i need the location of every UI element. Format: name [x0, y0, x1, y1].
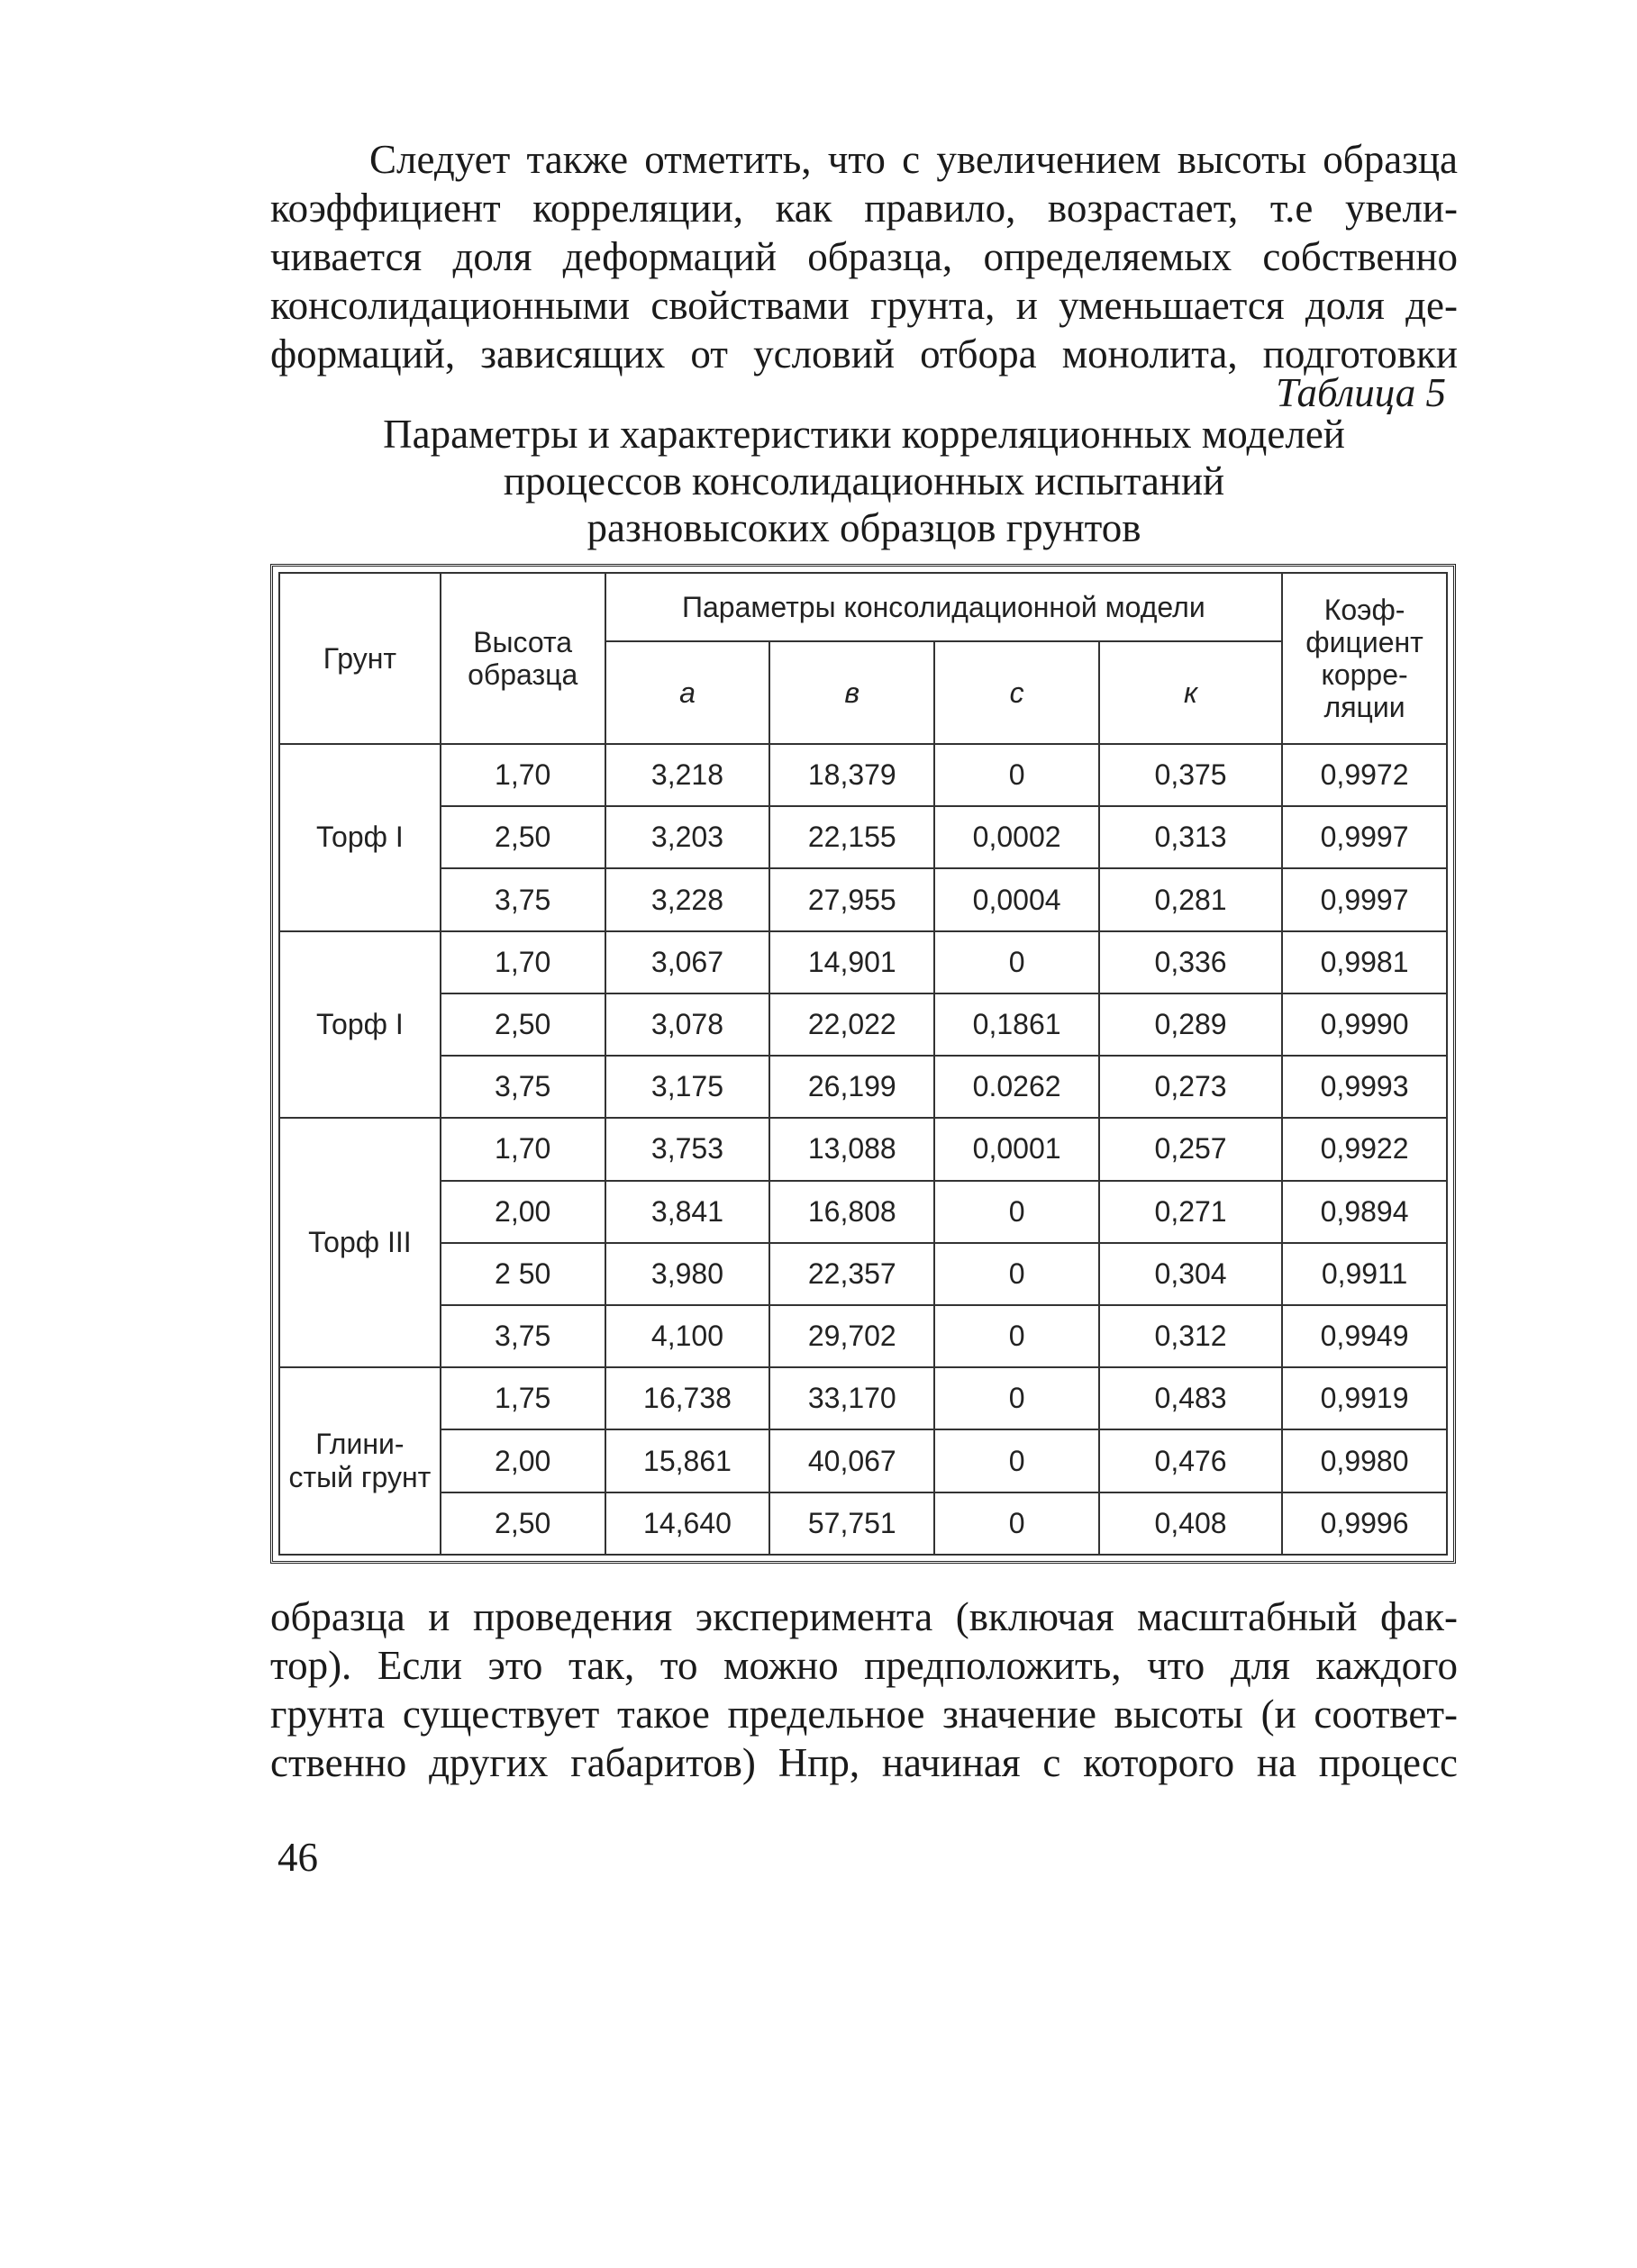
- table-row: [279, 1367, 1447, 1429]
- height-cell: 1,70: [441, 1118, 605, 1180]
- ground-cell: Торф III: [279, 1118, 441, 1367]
- text-line: тор). Если это так, то можно предположить, что для каждого: [270, 1643, 1458, 1688]
- c-cell: 0: [934, 744, 1099, 806]
- b-cell: 27,955: [769, 868, 934, 930]
- intro-paragraph: [270, 135, 1458, 378]
- b-cell: 14,901: [769, 931, 934, 993]
- correlation-cell: 0,9993: [1282, 1056, 1447, 1118]
- c-cell: 0: [934, 1429, 1099, 1492]
- table-row: [279, 1492, 1447, 1555]
- table-row: [279, 744, 1447, 806]
- height-cell: 2,50: [441, 806, 605, 868]
- a-cell: 16,738: [605, 1367, 770, 1429]
- c-cell: 0,1861: [934, 993, 1099, 1056]
- b-cell: 40,067: [769, 1429, 934, 1492]
- height-cell: 2 50: [441, 1243, 605, 1305]
- k-cell: 0,476: [1099, 1429, 1282, 1492]
- text-line: формаций, зависящих от условий отбора монолита, подготовки: [270, 331, 1458, 376]
- b-cell: 26,199: [769, 1056, 934, 1118]
- k-cell: 0,483: [1099, 1367, 1282, 1429]
- correlation-cell: 0,9894: [1282, 1181, 1447, 1243]
- table-row: [279, 931, 1447, 993]
- k-cell: 0,281: [1099, 868, 1282, 930]
- k-cell: 0,408: [1099, 1492, 1282, 1555]
- header-a: а: [605, 641, 770, 744]
- correlation-cell: 0,9922: [1282, 1118, 1447, 1180]
- k-cell: 0,271: [1099, 1181, 1282, 1243]
- text-line: консолидационными свойствами грунта, и уменьшается доля де-: [270, 283, 1458, 328]
- b-cell: 29,702: [769, 1305, 934, 1367]
- text-line: чивается доля деформаций образца, определяемых собственно: [270, 234, 1458, 279]
- height-cell: 2,00: [441, 1429, 605, 1492]
- correlation-cell: 0,9996: [1282, 1492, 1447, 1555]
- c-cell: 0: [934, 1367, 1099, 1429]
- a-cell: 3,228: [605, 868, 770, 930]
- table-row: [279, 806, 1447, 868]
- k-cell: 0,304: [1099, 1243, 1282, 1305]
- k-cell: 0,313: [1099, 806, 1282, 868]
- header-k: к: [1099, 641, 1282, 744]
- ground-cell: Торф I: [279, 931, 441, 1119]
- c-cell: 0,0004: [934, 868, 1099, 930]
- table-row: [279, 868, 1447, 930]
- c-cell: 0,0001: [934, 1118, 1099, 1180]
- correlation-cell: 0,9919: [1282, 1367, 1447, 1429]
- correlation-cell: 0,9990: [1282, 993, 1447, 1056]
- correlation-cell: 0,9997: [1282, 868, 1447, 930]
- a-cell: 3,067: [605, 931, 770, 993]
- k-cell: 0,257: [1099, 1118, 1282, 1180]
- a-cell: 3,841: [605, 1181, 770, 1243]
- a-cell: 3,218: [605, 744, 770, 806]
- header-params-group: Параметры консолидационной модели: [605, 573, 1283, 641]
- table-caption: [270, 411, 1458, 551]
- table-row: [279, 1429, 1447, 1492]
- correlation-cell: 0,9981: [1282, 931, 1447, 993]
- b-cell: 22,022: [769, 993, 934, 1056]
- a-cell: 3,753: [605, 1118, 770, 1180]
- c-cell: 0: [934, 1492, 1099, 1555]
- text-line: ственно других габаритов) Hпр, начиная с которого на процесс: [270, 1740, 1458, 1785]
- b-cell: 22,155: [769, 806, 934, 868]
- height-cell: 3,75: [441, 1056, 605, 1118]
- a-cell: 3,175: [605, 1056, 770, 1118]
- c-cell: 0: [934, 931, 1099, 993]
- height-cell: 1,70: [441, 931, 605, 993]
- correlation-cell: 0,9972: [1282, 744, 1447, 806]
- height-cell: 1,75: [441, 1367, 605, 1429]
- correlation-cell: 0,9911: [1282, 1243, 1447, 1305]
- a-cell: 15,861: [605, 1429, 770, 1492]
- b-cell: 22,357: [769, 1243, 934, 1305]
- c-cell: 0: [934, 1305, 1099, 1367]
- height-cell: 2,00: [441, 1181, 605, 1243]
- page-number: 46: [277, 1835, 318, 1880]
- c-cell: 0,0002: [934, 806, 1099, 868]
- table-frame: [270, 564, 1456, 1564]
- caption-line: Параметры и характеристики корреляционных моделей: [383, 412, 1345, 457]
- b-cell: 16,808: [769, 1181, 934, 1243]
- caption-line: разновысоких образцов грунтов: [587, 505, 1141, 550]
- height-cell: 3,75: [441, 1305, 605, 1367]
- a-cell: 4,100: [605, 1305, 770, 1367]
- a-cell: 3,078: [605, 993, 770, 1056]
- caption-line: процессов консолидационных испытаний: [503, 458, 1225, 503]
- a-cell: 14,640: [605, 1492, 770, 1555]
- height-cell: 3,75: [441, 868, 605, 930]
- header-correlation: Коэф- фициент корре- ляции: [1282, 573, 1447, 744]
- header-ground: Грунт: [279, 573, 441, 744]
- b-cell: 33,170: [769, 1367, 934, 1429]
- k-cell: 0,273: [1099, 1056, 1282, 1118]
- parameters-table: [278, 572, 1448, 1556]
- c-cell: 0: [934, 1181, 1099, 1243]
- height-cell: 2,50: [441, 993, 605, 1056]
- b-cell: 13,088: [769, 1118, 934, 1180]
- height-cell: 1,70: [441, 744, 605, 806]
- k-cell: 0,336: [1099, 931, 1282, 993]
- ground-cell: Глини- стый грунт: [279, 1367, 441, 1555]
- header-height: Высота образца: [441, 573, 605, 744]
- text-line: Следует также отметить, что с увеличением высоты образца: [369, 137, 1458, 182]
- ground-cell: Торф I: [279, 744, 441, 931]
- text-line: грунта существует такое предельное значение высоты (и соответ-: [270, 1692, 1458, 1737]
- height-cell: 2,50: [441, 1492, 605, 1555]
- k-cell: 0,312: [1099, 1305, 1282, 1367]
- k-cell: 0,375: [1099, 744, 1282, 806]
- b-cell: 18,379: [769, 744, 934, 806]
- correlation-cell: 0,9997: [1282, 806, 1447, 868]
- text-line: образца и проведения эксперимента (включая масштабный фак-: [270, 1594, 1458, 1639]
- correlation-cell: 0,9949: [1282, 1305, 1447, 1367]
- header-b: в: [769, 641, 934, 744]
- table-row: [279, 1056, 1447, 1118]
- outro-paragraph: [270, 1592, 1458, 1787]
- table-row: [279, 1181, 1447, 1243]
- correlation-cell: 0,9980: [1282, 1429, 1447, 1492]
- header-c: с: [934, 641, 1099, 744]
- table-row: [279, 993, 1447, 1056]
- b-cell: 57,751: [769, 1492, 934, 1555]
- c-cell: 0.0262: [934, 1056, 1099, 1118]
- table-label: Таблица 5: [1276, 370, 1446, 415]
- text-line: коэффициент корреляции, как правило, возрастает, т.е увели-: [270, 186, 1458, 231]
- a-cell: 3,203: [605, 806, 770, 868]
- table-row: [279, 1118, 1447, 1180]
- table-row: [279, 1243, 1447, 1305]
- a-cell: 3,980: [605, 1243, 770, 1305]
- table-row: [279, 1305, 1447, 1367]
- c-cell: 0: [934, 1243, 1099, 1305]
- k-cell: 0,289: [1099, 993, 1282, 1056]
